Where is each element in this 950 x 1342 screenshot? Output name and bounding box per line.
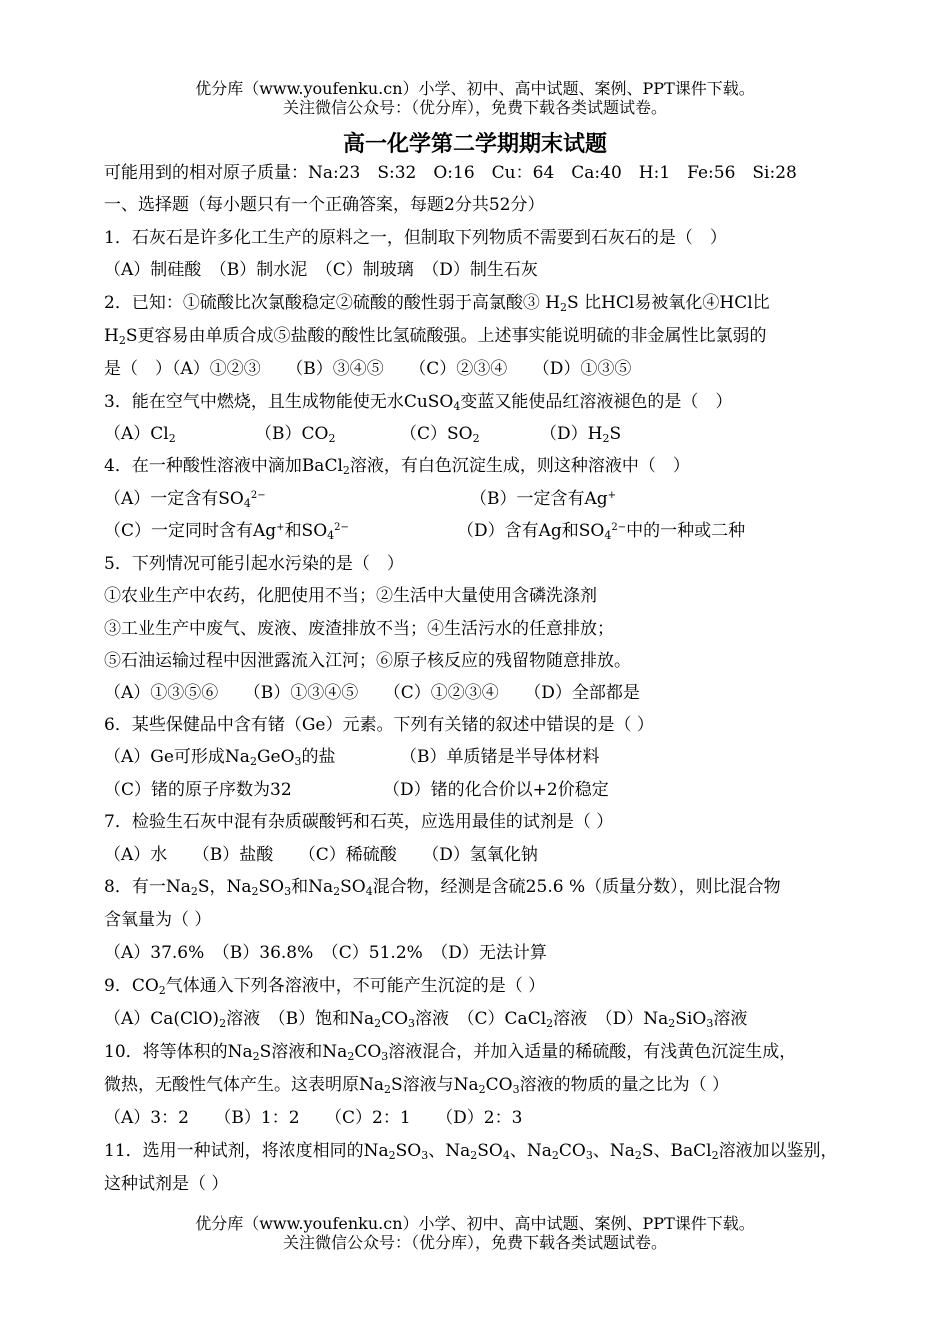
question-4-option-b: （B）一定含有Ag+ (470, 489, 617, 509)
question-1-stem: 1．石灰石是许多化工生产的原料之一，但制取下列物质不需要到石灰石的是（ ） (104, 228, 727, 248)
question-6-option-a: （A）Ge可形成$Na_2GeO_3$的盐 (104, 747, 336, 768)
question-4-option-a: （A）一定含有$SO_4^{2-}$ (104, 489, 266, 510)
page-title: 高一化学第二学期期末试题 (342, 131, 607, 157)
question-1-options: （A）制硅酸 （B）制水泥 （C）制玻璃 （D）制生石灰 (104, 260, 538, 280)
question-4-option-d: （D）含有Ag和$SO_4^{2-}$中的一种或二种 (457, 521, 746, 542)
question-4-stem: 4．在一种酸性溶液中滴加BaCl$_2$溶液，有白色沉淀生成，则这种溶液中（ ） (104, 456, 690, 477)
question-5-item-1: ①农业生产中农药，化肥使用不当；②生活中大量使用含磷洗涤剂 (104, 586, 597, 606)
question-5-stem: 5．下列情况可能引起水污染的是（ ） (104, 554, 404, 574)
question-8-options: （A）37.6% （B）36.8% （C）51.2% （D）无法计算 (104, 943, 547, 963)
question-2-line-3: 是（ ）（A）①②③ （B）③④⑤ （C）②③④ （D）①③⑤ (104, 359, 632, 379)
question-4-option-c: （C）一定同时含有Ag+和$SO_4^{2-}$ (104, 521, 349, 542)
question-10-line-1: 10．将等体积的$Na_2S$溶液和$Na_2CO_3$溶液混合，并加入适量的稀硫酸，有浅黄色沉淀生成， (104, 1042, 797, 1063)
question-10-options: （A）3：2 （B）1：2 （C）2：1 （D）2：3 (104, 1108, 523, 1128)
question-2-line-2: $H_2S$更容易由单质合成⑤盐酸的酸性比氢硫酸强。上述事实能说明硫的非金属性比氯弱的 (104, 326, 767, 347)
section-heading: 一、选择题（每小题只有一个正确答案，每题2分共52分） (104, 195, 545, 215)
question-10-line-2: 微热，无酸性气体产生。这表明原$Na_2S$溶液与$Na_2CO_3$溶液的物质的量之比为（ ） (104, 1075, 730, 1096)
question-11-line-2: 这种试剂是（ ） (104, 1174, 229, 1194)
question-6-option-d: （D）锗的化合价以+2价稳定 (383, 780, 609, 800)
question-3-stem: 3．能在空气中燃烧，且生成物能使无水CuSO$_4$变蓝又能使品红溶液褪色的是（ ） (104, 392, 733, 413)
question-7-options: （A）水 （B）盐酸 （C）稀硫酸 （D）氢氧化钠 (104, 845, 538, 865)
question-9-stem: 9．$CO_2$气体通入下列各溶液中，不可能产生沉淀的是（ ） (104, 976, 546, 997)
question-7-stem: 7．检验生石灰中混有杂质碳酸钙和石英，应选用最佳的试剂是（ ） (104, 812, 614, 832)
question-8-line-2: 含氧量为（ ） (104, 910, 212, 930)
question-2-line-1: 2．已知：①硫酸比次氯酸稳定②硫酸的酸性弱于高氯酸③ $H_2S$ 比HCl易被氧化④HCl比 (104, 293, 770, 314)
footer-line-2: 关注微信公众号：（优分库），免费下载各类试题试卷。 (282, 1233, 667, 1252)
footer-line-1: 优分库（www.youfenku.cn）小学、初中、高中试题、案例、PPT课件下载。 (195, 1214, 755, 1233)
question-3-option-d: $(D)H_2S$ (540, 424, 622, 445)
question-5-options: （A）①③⑤⑥ （B）①③④⑤ （C）①②③④ （D）全部都是 (104, 683, 640, 703)
header-line-1: 优分库（www.youfenku.cn）小学、初中、高中试题、案例、PPT课件下载。 (195, 79, 755, 98)
atomic-masses: 可能用到的相对原子质量：Na:23 S:32 O:16 Cu：64 Ca:40 H:1 Fe:56 Si:28 (104, 163, 797, 183)
question-6-option-c: （C）锗的原子序数为32 (104, 780, 292, 800)
question-5-item-3: ⑤石油运输过程中因泄露流入江河；⑥原子核反应的残留物随意排放。 (104, 651, 631, 671)
question-3-option-c: $(C)SO_2$ (400, 424, 480, 445)
question-6-stem: 6．某些保健品中含有锗（Ge）元素。下列有关锗的叙述中错误的是（ ） (104, 715, 654, 735)
question-9-options: $(A)Ca(ClO)_2$溶液 （B）饱和$Na_2CO_3$溶液 （C）CaCl$_2$溶液 $(D)Na_2SiO_3$溶液 (104, 1009, 748, 1030)
question-8-stem: 8．有一$Na_2S$，$Na_2SO_3$和$Na_2SO_4$混合物，经测是含硫25.6 %（质量分数），则比混合物 (104, 877, 781, 898)
question-11-line-1: 11．选用一种试剂，将浓度相同的$Na_2SO_3$、$Na_2SO_4$、$Na_2CO_3$、$Na_2S$、BaCl$_2$溶液加以鉴别， (104, 1141, 838, 1162)
header-line-2: 关注微信公众号：（优分库），免费下载各类试题试卷。 (282, 98, 667, 117)
question-3-option-b: $(B)CO_2$ (255, 424, 336, 445)
question-3-option-a: $(A)Cl_2$ (104, 424, 176, 445)
question-6-option-b: （B）单质锗是半导体材料 (400, 747, 600, 767)
question-5-item-2: ③工业生产中废气、废液、废渣排放不当；④生活污水的任意排放； (104, 619, 614, 639)
